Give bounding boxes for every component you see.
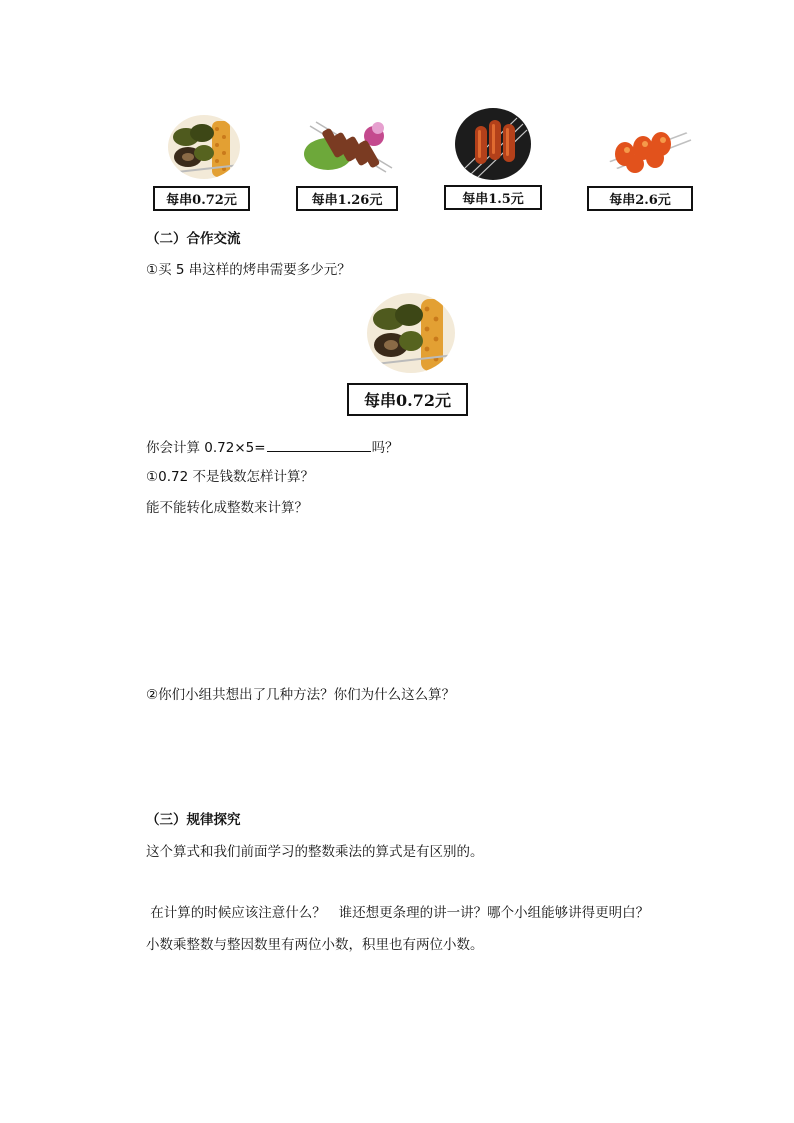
price-label-beef: 每串1.26元 <box>296 186 398 211</box>
price-label-sausage: 每串1.5元 <box>444 185 542 210</box>
pattern-line-attention: 在计算的时候应该注意什么？ 谁还想更条理的讲一讲？哪个小组能够讲得更明白？ <box>146 905 650 921</box>
pattern-line-rule: 小数乘整数与整因数里有两位小数，积里也有两位小数。 <box>146 937 484 953</box>
section-heading-cooperation: （二）合作交流 <box>146 231 241 247</box>
price-label-mushroom: 每串0.72元 <box>153 186 250 211</box>
shrimp-skewer-image <box>605 118 693 178</box>
price-label-shrimp: 每串2.6元 <box>587 186 693 211</box>
pattern-line-difference: 这个算式和我们前面学习的整数乘法的算式是有区别的。 <box>146 844 484 860</box>
featured-price-label: 每串0.72元 <box>347 383 468 416</box>
question-buy-five: ①买 5 串这样的烤串需要多少元？ <box>146 262 351 278</box>
question-not-money: ①0.72 不是钱数怎样计算？ <box>146 469 314 485</box>
mushroom-corn-skewer-image <box>168 115 240 179</box>
question-convert-integer: 能不能转化成整数来计算？ <box>146 500 308 516</box>
beef-skewer-image <box>302 112 398 178</box>
section-heading-pattern: （三）规律探究 <box>146 812 241 828</box>
calc-prefix: 你会计算 0.72×5= <box>146 440 266 456</box>
question-group-methods: ②你们小组共想出了几种方法？你们为什么这么算？ <box>146 687 456 703</box>
sausage-skewer-image <box>455 108 531 180</box>
calc-question <box>146 437 399 457</box>
answer-blank[interactable] <box>267 437 371 452</box>
calc-suffix: 吗？ <box>371 440 399 456</box>
featured-mushroom-corn-skewer-image <box>367 293 455 373</box>
